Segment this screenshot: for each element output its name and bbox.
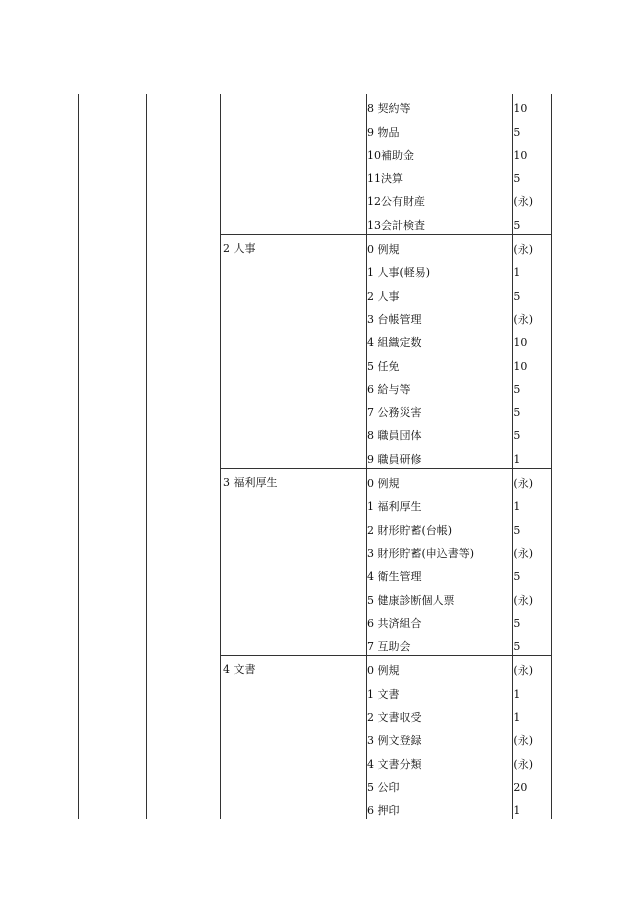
table-border-right	[551, 94, 552, 819]
table-row	[220, 444, 551, 467]
table-row	[220, 492, 551, 515]
document-type-cell: 6 押印	[367, 804, 400, 818]
retention-period-cell: 20	[513, 780, 528, 794]
retention-period-cell: 5	[513, 382, 521, 396]
retention-period-cell: (永)	[513, 243, 533, 257]
table-row	[220, 679, 551, 702]
document-type-cell: 0 例規	[367, 664, 400, 678]
retention-period-cell: 10	[513, 148, 528, 162]
table-row	[220, 515, 551, 538]
document-type-cell: 3 例文登録	[367, 734, 422, 748]
retention-period-cell: 5	[513, 172, 521, 186]
retention-period-cell: 1	[513, 266, 521, 280]
table-row	[220, 398, 551, 421]
document-type-cell: 5 公印	[367, 780, 400, 794]
document-type-cell: 5 健康診断個人票	[367, 593, 455, 607]
document-type-cell: 8 契約等	[367, 102, 411, 116]
table-row	[220, 656, 551, 679]
retention-period-cell: 1	[513, 500, 521, 514]
category-label: 3 福利厚生	[223, 475, 278, 489]
table-row	[220, 632, 551, 655]
document-type-cell: 1 文書	[367, 687, 400, 701]
table-row	[220, 94, 551, 117]
document-type-cell: 8 職員団体	[367, 429, 422, 443]
retention-period-cell: (永)	[513, 546, 533, 560]
document-type-cell: 0 例規	[367, 477, 400, 491]
retention-period-cell: 5	[513, 218, 521, 232]
retention-period-cell: 10	[513, 359, 528, 373]
document-type-cell: 0 例規	[367, 243, 400, 257]
table-row	[220, 375, 551, 398]
retention-period-cell: (永)	[513, 734, 533, 748]
table-row	[220, 539, 551, 562]
retention-period-cell: 1	[513, 804, 521, 818]
retention-period-cell: 1	[513, 452, 521, 466]
retention-period-cell: 5	[513, 640, 521, 654]
table-row	[220, 210, 551, 233]
category-label: 2 人事	[223, 241, 256, 255]
category-group	[220, 468, 551, 655]
document-type-cell: 2 人事	[367, 289, 400, 303]
retention-period-cell: 5	[513, 523, 521, 537]
table-row	[220, 726, 551, 749]
category-group	[220, 655, 551, 819]
retention-period-cell: 5	[513, 289, 521, 303]
document-type-cell: 1 福利厚生	[367, 500, 422, 514]
table-row	[220, 585, 551, 608]
category-group	[220, 94, 551, 234]
table-border-left	[78, 94, 79, 819]
retention-period-cell: (永)	[513, 593, 533, 607]
table-row	[220, 796, 551, 819]
retention-period-cell: (永)	[513, 195, 533, 209]
document-type-cell: 12公有財産	[367, 195, 425, 209]
retention-period-cell: (永)	[513, 664, 533, 678]
document-type-cell: 9 物品	[367, 125, 400, 139]
table-row	[220, 305, 551, 328]
document-type-cell: 1 人事(軽易)	[367, 266, 431, 280]
retention-period-cell: (永)	[513, 312, 533, 326]
table-row	[220, 328, 551, 351]
document-type-cell: 7 公務災害	[367, 406, 422, 420]
document-type-cell: 4 衛生管理	[367, 570, 422, 584]
table-row	[220, 141, 551, 164]
table-row	[220, 562, 551, 585]
table-row	[220, 187, 551, 210]
document-type-cell: 2 文書収受	[367, 711, 422, 725]
table-column-divider	[146, 94, 147, 819]
retention-period-cell: 5	[513, 125, 521, 139]
document-type-cell: 4 組織定数	[367, 336, 422, 350]
document-type-cell: 10補助金	[367, 148, 414, 162]
document-type-cell: 6 共済組合	[367, 616, 422, 630]
document-type-cell: 2 財形貯蓄(台帳)	[367, 523, 453, 537]
table-row	[220, 281, 551, 304]
table-row	[220, 235, 551, 258]
document-type-cell: 4 文書分類	[367, 757, 422, 771]
retention-period-cell: 1	[513, 687, 521, 701]
retention-table	[220, 94, 551, 819]
table-row	[220, 609, 551, 632]
table-row	[220, 117, 551, 140]
document-type-cell: 9 職員研修	[367, 452, 422, 466]
table-row	[220, 773, 551, 796]
document-type-cell: 11決算	[367, 172, 403, 186]
table-row	[220, 421, 551, 444]
retention-period-cell: 5	[513, 406, 521, 420]
retention-period-cell: (永)	[513, 477, 533, 491]
table-row	[220, 258, 551, 281]
document-type-cell: 6 給与等	[367, 382, 411, 396]
document-type-cell: 13会計検査	[367, 218, 425, 232]
table-row	[220, 351, 551, 374]
category-label: 4 文書	[223, 663, 256, 677]
retention-period-cell: 5	[513, 616, 521, 630]
document-type-cell: 5 任免	[367, 359, 400, 373]
table-row	[220, 749, 551, 772]
retention-period-cell: 1	[513, 711, 521, 725]
document-type-cell: 3 財形貯蓄(申込書等)	[367, 546, 475, 560]
retention-period-cell: 10	[513, 336, 528, 350]
table-row	[220, 164, 551, 187]
retention-period-cell: 5	[513, 429, 521, 443]
table-row	[220, 703, 551, 726]
category-group	[220, 234, 551, 468]
retention-period-cell: 5	[513, 570, 521, 584]
document-type-cell: 3 台帳管理	[367, 312, 422, 326]
document-type-cell: 7 互助会	[367, 640, 411, 654]
retention-period-cell: 10	[513, 102, 528, 116]
retention-period-cell: (永)	[513, 757, 533, 771]
